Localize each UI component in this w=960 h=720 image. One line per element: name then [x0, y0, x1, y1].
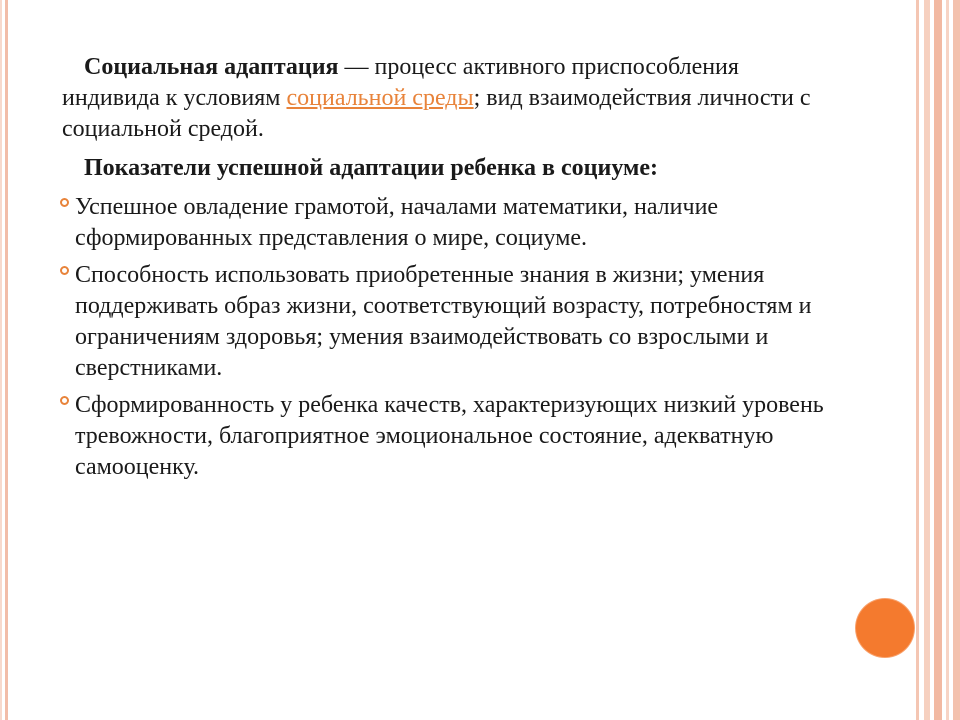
bullet-icon [60, 198, 69, 207]
definition-text-end: ; вид взаимодействия личности с социальной средой. [62, 85, 811, 142]
indicators-list [62, 192, 832, 483]
list-item [62, 390, 832, 483]
bullet-icon [60, 266, 69, 275]
definition-term: Социальная адаптация [84, 54, 339, 80]
slide-content [62, 52, 832, 489]
decorative-stripes [916, 0, 960, 720]
definition-text: — процесс активного приспособления индивида к условиям [62, 54, 739, 111]
social-environment-link[interactable]: социальной среды [286, 85, 474, 111]
indicators-heading: Показатели успешной адаптации ребенка в социуме: [84, 155, 658, 181]
list-item-text: Способность использовать приобретенные знания в жизни; умения поддерживать образ жизни, соответствующий возрасту, потребностям и ограничениям здоровья; умения взаимодействовать со взрослыми и сверстниками. [75, 262, 812, 381]
list-item [62, 260, 832, 384]
list-item-text: Успешное овладение грамотой, началами математики, наличие сформированных представления о мире, социуме. [75, 194, 719, 251]
orange-circle-decoration [856, 599, 914, 657]
definition-paragraph [62, 52, 832, 145]
list-item [62, 192, 832, 254]
slide-left-border [0, 0, 8, 720]
bullet-icon [60, 396, 69, 405]
list-item-text: Сформированность у ребенка качеств, характеризующих низкий уровень тревожности, благоприятное эмоциональное состояние, адекватную самооценку. [75, 392, 824, 480]
